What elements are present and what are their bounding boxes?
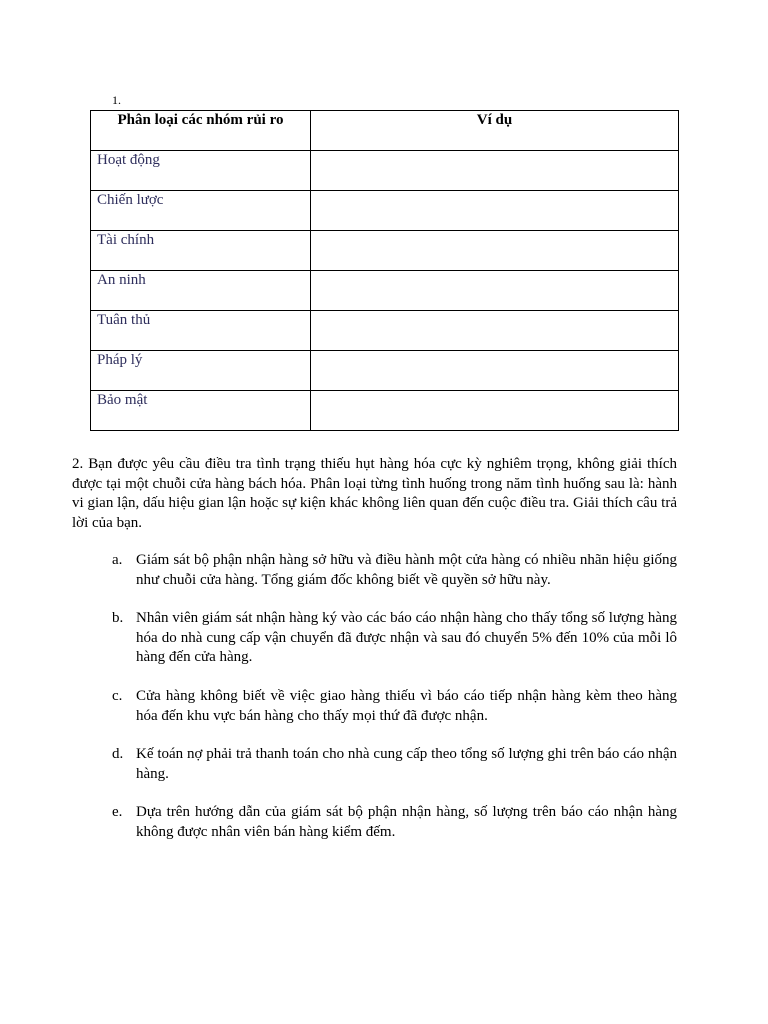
- risk-category-cell: An ninh: [91, 271, 311, 311]
- question-1-number: 1.: [112, 93, 121, 107]
- item-letter: d.: [112, 746, 124, 762]
- example-cell[interactable]: [311, 391, 679, 431]
- table-header-row: [91, 111, 679, 151]
- risk-category-cell: Tài chính: [91, 231, 311, 271]
- table-row: [91, 391, 679, 431]
- example-cell[interactable]: [311, 191, 679, 231]
- table-row: [91, 311, 679, 351]
- item-letter: a.: [112, 552, 123, 568]
- column-header-example: Ví dụ: [311, 111, 679, 151]
- risk-category-cell: Hoạt động: [91, 151, 311, 191]
- table-row: [91, 271, 679, 311]
- item-letter: e.: [112, 804, 123, 820]
- example-cell[interactable]: [311, 271, 679, 311]
- table-row: [91, 231, 679, 271]
- risk-category-cell: Tuân thủ: [91, 311, 311, 351]
- item-text: Nhân viên giám sát nhận hàng ký vào các báo cáo nhận hàng cho thấy tổng số lượng hàng hóa do nhà cung cấp vận chuyển đã được nhận và sau đó chuyển 5% đến 10% của mỗi lô hàng đến cửa hàng.: [136, 610, 677, 665]
- example-cell[interactable]: [311, 351, 679, 391]
- example-cell[interactable]: [311, 151, 679, 191]
- item-text: Kế toán nợ phải trả thanh toán cho nhà cung cấp theo tổng số lượng ghi trên báo cáo nhận hàng.: [136, 746, 677, 782]
- item-text: Giám sát bộ phận nhận hàng sở hữu và điều hành một cửa hàng có nhiều nhãn hiệu giống như chuỗi cửa hàng. Tổng giám đốc không biết về quyền sở hữu này.: [136, 552, 677, 588]
- table-row: [91, 351, 679, 391]
- item-letter: b.: [112, 610, 124, 626]
- question-2-text: 2. Bạn được yêu cầu điều tra tình trạng thiếu hụt hàng hóa cực kỳ nghiêm trọng, không giải thích được tại một chuỗi cửa hàng bách hóa. Phân loại từng tình huống trong năm tình huống sau là: hành vi gian lận, dấu hiệu gian lận hoặc sự kiện khác không liên quan đến cuộc điều tra. Giải thích câu trả lời của bạn.: [72, 456, 677, 531]
- item-text: Cửa hàng không biết về việc giao hàng thiếu vì báo cáo tiếp nhận hàng kèm theo hàng hóa đến khu vực bán hàng cho thấy mọi thứ đã được nhận.: [136, 688, 677, 724]
- risk-category-cell: Pháp lý: [91, 351, 311, 391]
- table-row: [91, 191, 679, 231]
- risk-category-table: [90, 110, 679, 431]
- example-cell[interactable]: [311, 311, 679, 351]
- risk-category-cell: Chiến lược: [91, 191, 311, 231]
- item-text: Dựa trên hướng dẫn của giám sát bộ phận nhận hàng, số lượng trên báo cáo nhận hàng không được nhân viên bán hàng kiểm đếm.: [136, 804, 677, 840]
- risk-category-cell: Bảo mật: [91, 391, 311, 431]
- example-cell[interactable]: [311, 231, 679, 271]
- table-row: [91, 151, 679, 191]
- item-letter: c.: [112, 688, 123, 704]
- column-header-category: Phân loại các nhóm rủi ro: [91, 111, 311, 151]
